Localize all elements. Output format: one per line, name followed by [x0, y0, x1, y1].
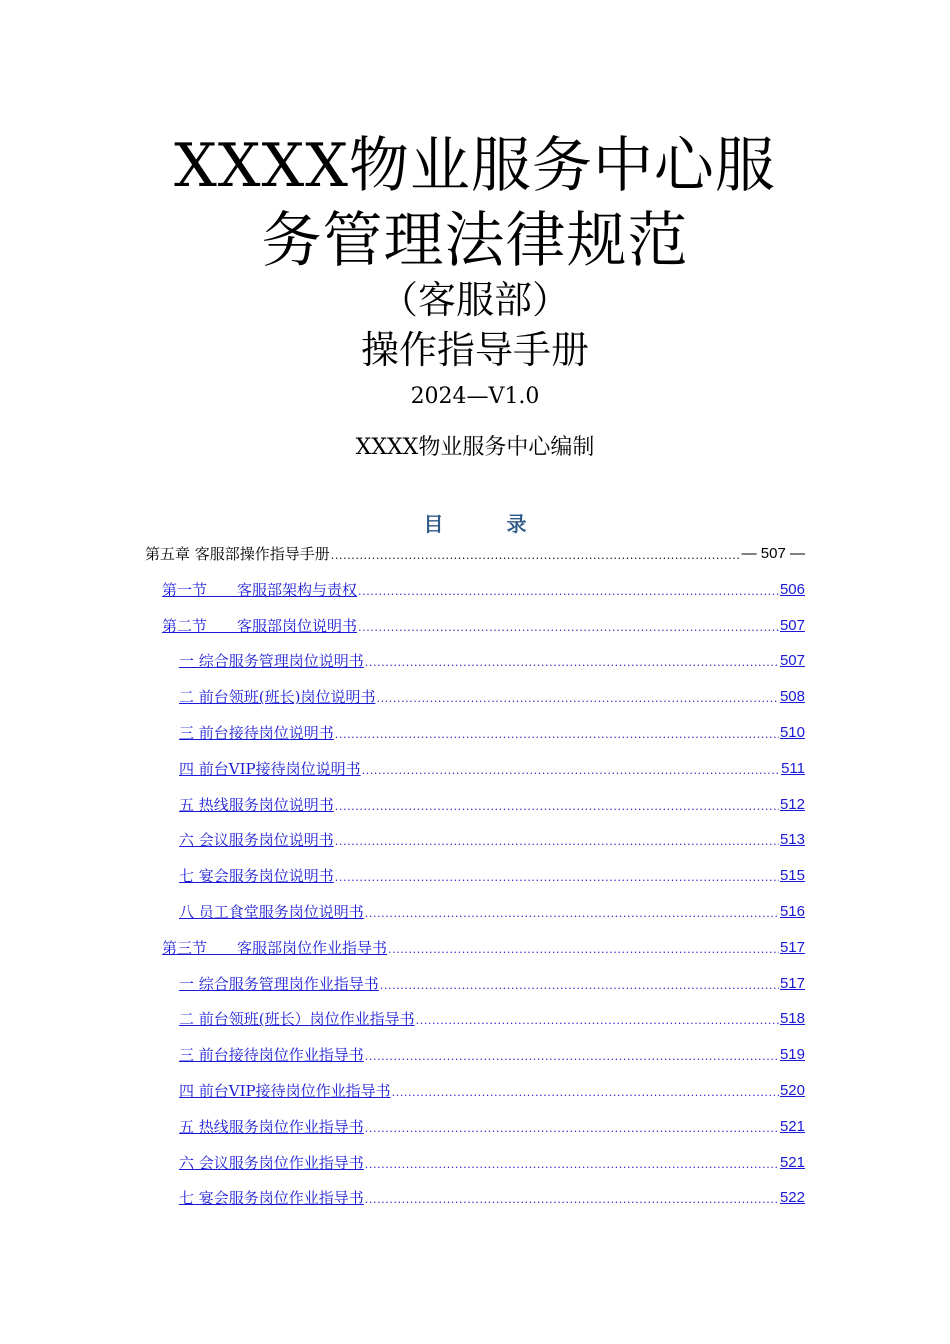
toc-entry-page: 517	[779, 974, 805, 992]
toc-entry-text: 七 宴会服务岗位说明书	[179, 867, 334, 886]
toc-entry-text: 第三节 客服部岗位作业指导书	[162, 938, 388, 957]
toc-entry-page: 521	[779, 1153, 805, 1171]
toc-entry-link[interactable]	[145, 604, 805, 640]
toc-dot-leader	[376, 693, 778, 707]
toc-entry-text: 一 综合服务管理岗位说明书	[179, 652, 364, 671]
toc-entry-page: 517	[779, 938, 805, 956]
toc-entry-text: 四 前台VIP接待岗位作业指导书	[179, 1081, 391, 1100]
toc-entry-text: 六 会议服务岗位作业指导书	[179, 1153, 364, 1172]
toc-entry-page: — 507 —	[741, 545, 805, 562]
toc-dot-leader	[380, 980, 779, 994]
toc-entry-link[interactable]	[145, 854, 805, 890]
toc-entry-page: 507	[779, 616, 805, 634]
toc-entry-page: 515	[779, 867, 805, 885]
toc-entry-page: 522	[779, 1189, 805, 1207]
toc-entry-link[interactable]	[145, 711, 805, 747]
toc-entry-list	[145, 568, 805, 1212]
toc-entry-page: 511	[781, 759, 805, 777]
toc-entry-text: 一 综合服务管理岗作业指导书	[179, 974, 379, 993]
toc-entry-page: 516	[779, 902, 805, 920]
toc-entry-page: 506	[779, 580, 805, 598]
toc-chapter-entry	[145, 538, 805, 568]
toc-heading: 目 录	[423, 512, 555, 536]
toc-dot-leader	[365, 1194, 779, 1208]
toc-dot-leader	[335, 872, 779, 886]
toc-dot-leader	[358, 622, 779, 636]
toc-entry-text: 第一节 客服部架构与责权	[162, 580, 358, 599]
toc-dot-leader	[362, 765, 780, 779]
toc-dot-leader	[358, 586, 779, 600]
toc-dot-leader	[335, 801, 779, 815]
document-title-line-2: 务管理法律规范	[261, 206, 689, 276]
toc-entry-link[interactable]	[145, 962, 805, 998]
toc-entry-link[interactable]	[145, 1141, 805, 1177]
toc-dot-leader	[416, 1015, 779, 1029]
toc-entry-page: 520	[779, 1081, 805, 1099]
toc-entry-link[interactable]	[145, 568, 805, 604]
toc-entry-link[interactable]	[145, 998, 805, 1034]
toc-entry-page: 512	[779, 795, 805, 813]
toc-entry-page: 521	[779, 1117, 805, 1135]
toc-dot-leader	[365, 1159, 779, 1173]
toc-entry-text: 三 前台接待岗位作业指导书	[179, 1046, 364, 1065]
toc-dot-leader	[365, 908, 779, 922]
version-label: 2024—V1.0	[410, 384, 540, 409]
toc-entry-text: 第二节 客服部岗位说明书	[162, 616, 358, 635]
toc-dot-leader	[335, 729, 779, 743]
toc-entry-page: 519	[779, 1046, 805, 1064]
toc-dot-leader	[392, 1087, 779, 1101]
toc-entry-link[interactable]	[145, 640, 805, 676]
toc-entry-text: 二 前台领班(班长)岗位说明书	[179, 688, 376, 707]
toc-entry-text: 五 热线服务岗位作业指导书	[179, 1117, 364, 1136]
compiler-label: XXXX物业服务中心编制	[355, 435, 595, 460]
toc-entry-page: 518	[779, 1010, 805, 1028]
toc-dot-leader	[388, 944, 779, 958]
toc-entry-page: 507	[779, 652, 805, 670]
toc-entry-text: 五 热线服务岗位说明书	[179, 795, 334, 814]
document-title-line-1: XXXX物业服务中心服	[174, 131, 776, 201]
toc-entry-link[interactable]	[145, 1033, 805, 1069]
toc-entry-text: 四 前台VIP接待岗位说明书	[179, 759, 361, 778]
toc-entry-link[interactable]	[145, 747, 805, 783]
manual-subtitle: 操作指导手册	[360, 328, 589, 372]
toc-entry-text: 七 宴会服务岗位作业指导书	[179, 1189, 364, 1208]
toc-dot-leader	[365, 657, 779, 671]
toc-entry-link[interactable]	[145, 1177, 805, 1213]
toc-entry-page: 513	[779, 831, 805, 849]
toc-entry-text: 二 前台领班(班长）岗位作业指导书	[179, 1010, 415, 1029]
toc-entry-text: 六 会议服务岗位说明书	[179, 831, 334, 850]
toc-dot-leader	[365, 1123, 779, 1137]
toc-entry-text: 八 员工食堂服务岗位说明书	[179, 902, 364, 921]
toc-entry-page: 508	[779, 688, 805, 706]
toc-entry-text: 三 前台接待岗位说明书	[179, 723, 334, 742]
toc-entry-link[interactable]	[145, 819, 805, 855]
toc-entry-link[interactable]	[145, 890, 805, 926]
department-subtitle: （客服部）	[379, 278, 570, 322]
toc-entry-link[interactable]	[145, 1069, 805, 1105]
toc-entry-link[interactable]	[145, 783, 805, 819]
toc-entry-text: 第五章 客服部操作指导手册	[145, 545, 330, 563]
toc-entry-link[interactable]	[145, 675, 805, 711]
toc-dot-leader	[335, 836, 779, 850]
table-of-contents	[145, 538, 805, 1212]
toc-dot-leader	[365, 1051, 779, 1065]
toc-entry-link[interactable]	[145, 926, 805, 962]
toc-dot-leader	[331, 550, 741, 564]
toc-entry-page: 510	[779, 723, 805, 741]
toc-entry-link[interactable]	[145, 1105, 805, 1141]
